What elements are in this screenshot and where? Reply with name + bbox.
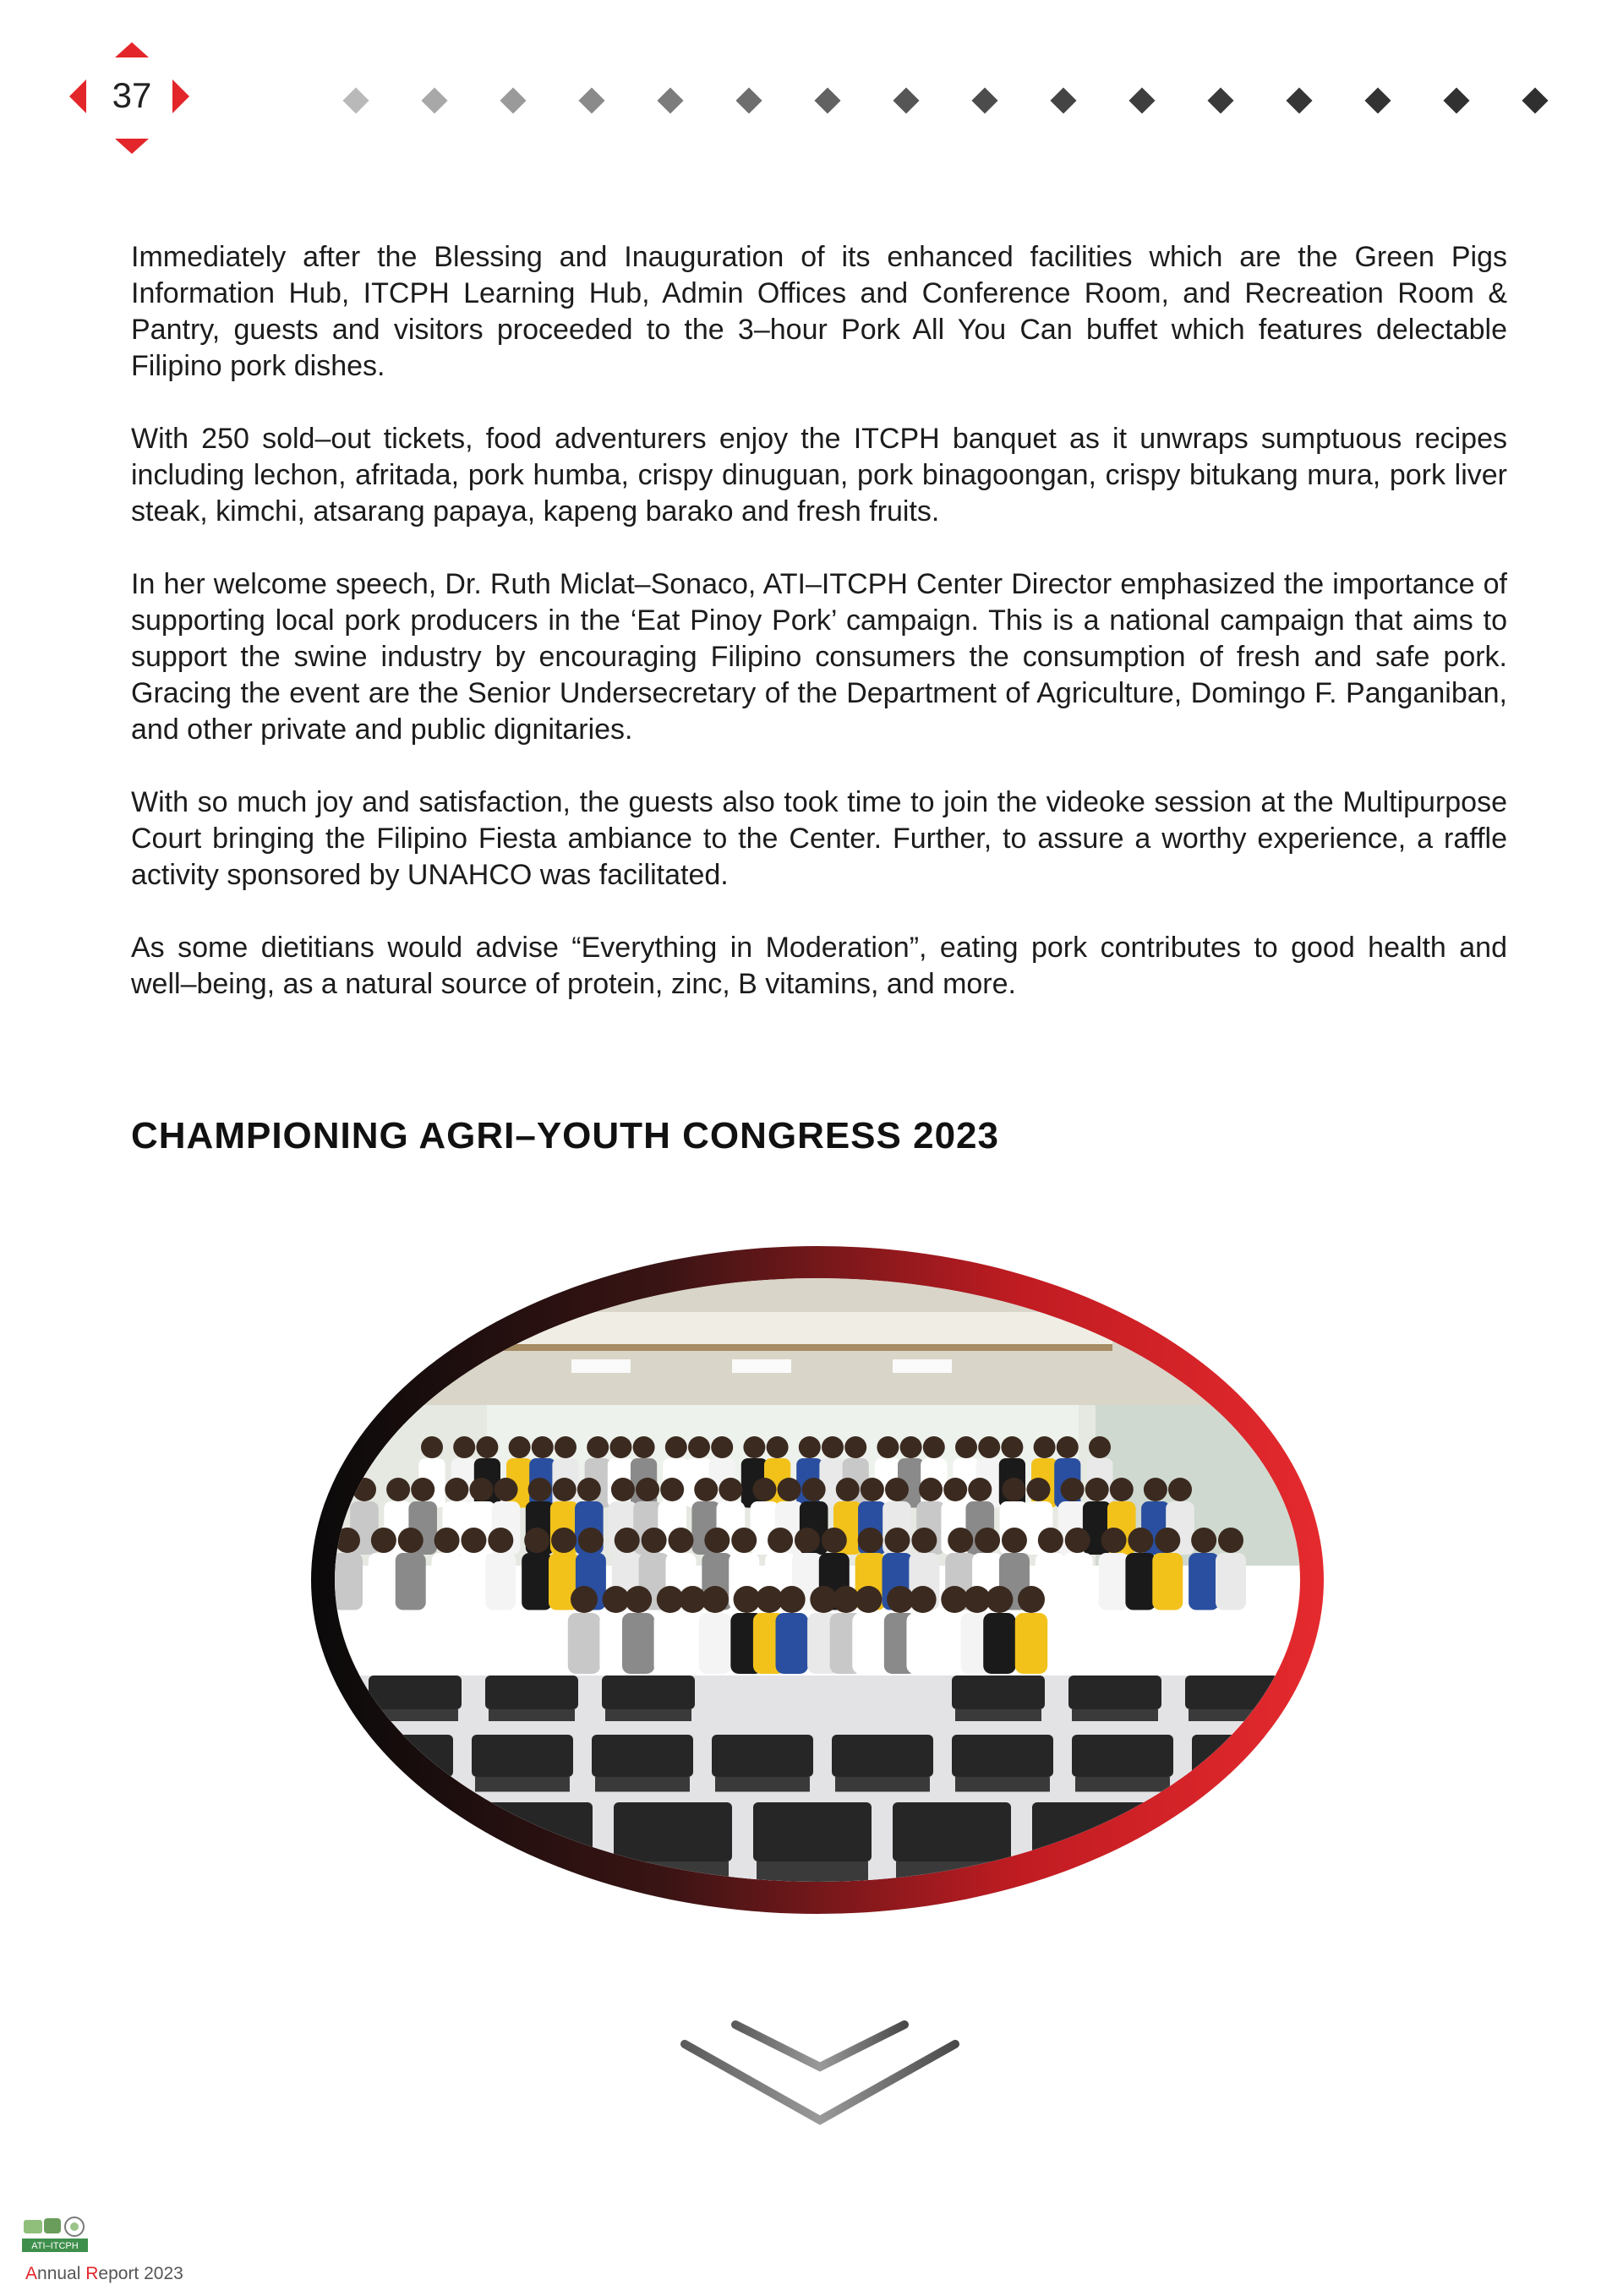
scroll-down-chevron-icon[interactable]	[676, 2012, 964, 2147]
paragraph: With so much joy and satisfaction, the guests also took time to join the videoke session at the Multipurpose Court bringing the Filipino Fiesta ambiance to the Center. Further, to assure a worthy experience, a raffle activity sponsored by UNAHCO was facilitated.	[131, 786, 1507, 891]
report-title	[25, 2264, 183, 2284]
page-number: 37	[112, 75, 152, 115]
footer	[22, 2217, 292, 2284]
article-body	[131, 239, 1507, 1039]
logo-label: ATI–ITCPH	[31, 2241, 79, 2251]
ati-itcph-logo	[22, 2217, 90, 2257]
diamond-icon	[657, 87, 683, 113]
report-title-part: nnual	[37, 2264, 86, 2283]
arrow-left-icon[interactable]	[69, 79, 86, 113]
diamond-icon	[578, 87, 604, 113]
group-photo-illustration	[335, 1278, 1300, 1882]
photo-frame	[311, 1246, 1324, 1914]
report-title-part: eport 2023	[98, 2264, 183, 2283]
arrow-up-icon[interactable]	[115, 42, 149, 57]
diamond-icon	[342, 87, 369, 113]
arrow-down-icon[interactable]	[115, 139, 149, 154]
diamond-icon	[1128, 87, 1155, 113]
diamond-icon	[1364, 87, 1391, 113]
diamond-icon	[893, 87, 919, 113]
diamond-icon	[971, 87, 997, 113]
diamond-icon	[1443, 87, 1469, 113]
paragraph: With 250 sold–out tickets, food adventurers enjoy the ITCPH banquet as it unwraps sumptuous recipes including lechon, afritada, pork humba, crispy dinuguan, pork binagoongan, crispy bitukang mura, pork liver steak, kimchi, atsarang papaya, kapeng barako and fresh fruits.	[131, 423, 1507, 528]
report-title-letter-r: R	[85, 2264, 99, 2283]
diamond-icon	[500, 87, 526, 113]
diamond-icon	[1207, 87, 1233, 113]
report-title-letter-a: A	[25, 2264, 38, 2283]
paragraph: As some dietitians would advise “Everything in Moderation”, eating pork contributes to good health and well–being, as a natural source of protein, zinc, B vitamins, and more.	[131, 932, 1507, 1000]
group-photo	[335, 1278, 1300, 1882]
diamond-icon	[814, 87, 840, 113]
diamond-icon	[735, 87, 762, 113]
decorative-diamond-row	[347, 85, 1572, 118]
diamond-icon	[421, 87, 447, 113]
arrow-right-icon[interactable]	[172, 79, 189, 113]
diamond-icon	[1522, 87, 1548, 113]
diamond-icon	[1286, 87, 1312, 113]
paragraph: Immediately after the Blessing and Inauguration of its enhanced facilities which are the Green Pigs Information Hub, ITCPH Learning Hub, Admin Offices and Conference Room, and Recreation Room & Pantry, guests and visitors proceeded to the 3–hour Pork All You Can buffet which features delectable Filipino pork dishes.	[131, 241, 1507, 382]
paragraph: In her welcome speech, Dr. Ruth Miclat–Sonaco, ATI–ITCPH Center Director emphasized the importance of supporting local pork producers in the ‘Eat Pinoy Pork’ campaign. This is a national campaign that aims to support the swine industry by encouraging Filipino consumers the consumption of fresh and safe pork. Gracing the event are the Senior Undersecretary of the Department of Agriculture, Domingo F. Panganiban, and other private and public dignitaries.	[131, 568, 1507, 746]
page-navigator	[68, 37, 194, 156]
section-heading: CHAMPIONING AGRI–YOUTH CONGRESS 2023	[131, 1115, 999, 1156]
diamond-icon	[1050, 87, 1076, 113]
